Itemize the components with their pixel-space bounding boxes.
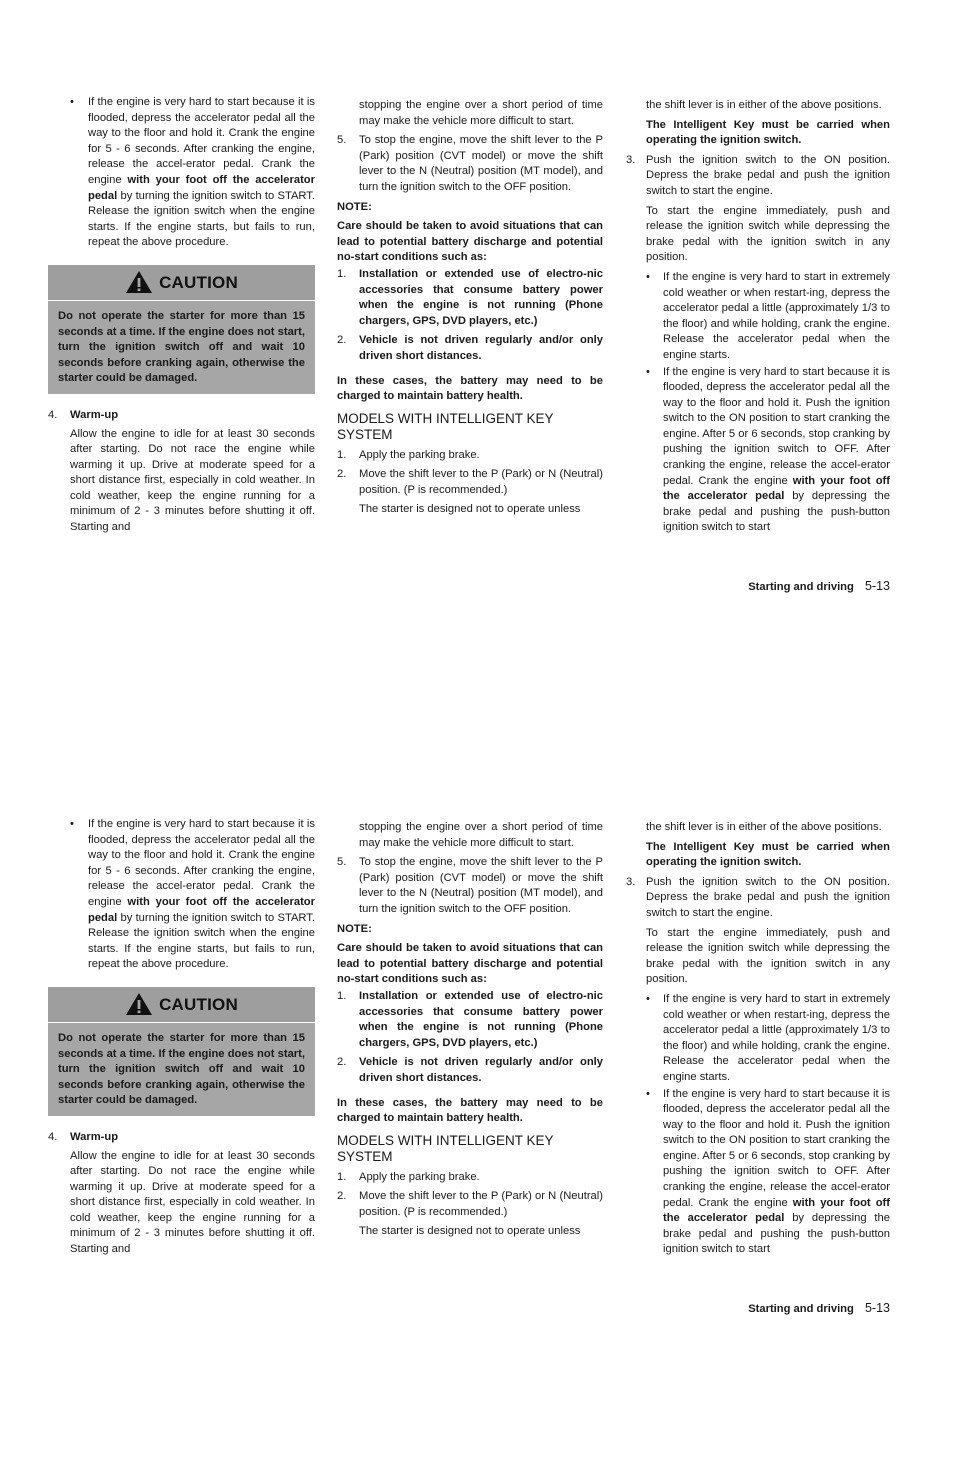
caution-title: CAUTION <box>159 994 238 1014</box>
continued-text: stopping the engine over a short period of time may make the vehicle more difficult to start. <box>359 99 603 127</box>
caution-text: Do not operate the starter for more than 15 seconds at a time. If the engine does not start, turn the ignition switch off and wait 10 seconds before cranking again, otherwise the starter could be damaged. <box>58 309 305 385</box>
column-left <box>48 95 315 540</box>
step-item: 1. Apply the parking brake. <box>337 1170 480 1183</box>
page-footer <box>748 1301 890 1315</box>
column-middle <box>337 98 603 522</box>
caution-header <box>48 265 315 301</box>
intelligent-key-note: The Intelligent Key must be carried when operating the ignition switch. <box>646 118 890 147</box>
warm-up-text: Allow the engine to idle for at least 30 seconds after starting. Do not race the engine while warming it up. Drive at moderate speed for a short distance first, especially in cold weather. In cold weather, keep the engine running for a minimum of 2 - 3 minutes before shutting it off. Starting and <box>70 1149 315 1256</box>
warm-up-text: Allow the engine to idle for at least 30 seconds after starting. Do not race the engine while warming it up. Drive at moderate speed for a short distance first, especially in cold weather. In cold weather, keep the engine running for a minimum of 2 - 3 minutes before shutting it off. Starting and <box>70 427 315 534</box>
note-outro: In these cases, the battery may need to be charged to maintain battery health. <box>337 1096 603 1125</box>
manual-page-top <box>0 95 954 745</box>
bullet-cold-weather: • If the engine is very hard to start in extremely cold weather or when restart-ing, depress the accelerator pedal a little (approximately 1/3 to the floor) and while holding, crank the engine. Release the accelerator pedal when the engine starts. <box>646 270 890 361</box>
step-item: 3. Push the ignition switch to the ON position. Depress the brake pedal and push the ignition switch to start the engine. <box>626 875 890 919</box>
item-warm-up: 4. Warm-up <box>48 1130 119 1143</box>
note-item: 2. Vehicle is not driven regularly and/or only driven short distances. <box>337 1056 603 1084</box>
bullet-flooded-engine: • If the engine is very hard to start because it is flooded, depress the accelerator pedal all the way to the floor and hold it. Crank the engine for 5 - 6 seconds. After cranking the engine, release the accel-erator pedal. Crank the engine with your foot off the accelerator pedal by turning the ignition switch to START. Release the ignition switch when the engine starts. If the engine starts, but fails to run, repeat the above procedure. <box>70 818 315 971</box>
note-item: 1. Installation or extended use of electro-nic accessories that consume battery power when the engine is not running (Phone chargers, GPS, DVD players, etc.) <box>337 267 603 327</box>
section-heading: MODELS WITH INTELLIGENT KEY SYSTEM <box>337 410 554 443</box>
note-intro: Care should be taken to avoid situations that can lead to potential battery discharge and potential no-start conditions such as: <box>337 942 603 986</box>
column-left <box>48 817 315 1262</box>
caution-header <box>48 987 315 1023</box>
page-number: 5-13 <box>864 1301 890 1315</box>
step-item: 1. Apply the parking brake. <box>337 448 480 461</box>
column-middle <box>337 820 603 1244</box>
item-stop-engine: 5. To stop the engine, move the shift lever to the P (Park) position (CVT model) or move the shift lever to the N (Neutral) position (MT model), and turn the ignition switch to the OFF position. <box>337 856 603 915</box>
note-outro: In these cases, the battery may need to be charged to maintain battery health. <box>337 374 603 403</box>
caution-text: Do not operate the starter for more than 15 seconds at a time. If the engine does not start, turn the ignition switch off and wait 10 seconds before cranking again, otherwise the starter could be damaged. <box>58 1031 305 1107</box>
step-continued: The starter is designed not to operate unless <box>359 503 581 516</box>
step-item: 2. Move the shift lever to the P (Park) or N (Neutral) position. (P is recommended.) <box>337 468 603 496</box>
bullet-flooded-engine: • If the engine is very hard to start because it is flooded, depress the accelerator pedal all the way to the floor and hold it. Push the ignition switch to the ON position to start cranking the engine. After 5 or 6 seconds, stop cranking by pushing the ignition switch to OFF. After cranking the engine, release the accel-erator pedal. Crank the engine with your foot off the accelerator pedal by depressing the brake pedal and pushing the push-button ignition switch to start <box>646 1087 890 1256</box>
manual-page-bottom <box>0 817 954 1467</box>
footer-section: Starting and driving <box>748 581 854 593</box>
footer-section: Starting and driving <box>748 1303 854 1315</box>
step-item: 2. Move the shift lever to the P (Park) or N (Neutral) position. (P is recommended.) <box>337 1190 603 1218</box>
item-stop-engine: 5. To stop the engine, move the shift lever to the P (Park) position (CVT model) or move the shift lever to the N (Neutral) position (MT model), and turn the ignition switch to the OFF position. <box>337 134 603 193</box>
step-continued: The starter is designed not to operate unless <box>359 1225 581 1238</box>
column-right <box>626 98 890 537</box>
note-label: NOTE: <box>337 200 372 213</box>
note-item: 1. Installation or extended use of electro-nic accessories that consume battery power when the engine is not running (Phone chargers, GPS, DVD players, etc.) <box>337 989 603 1049</box>
bullet-flooded-engine: • If the engine is very hard to start because it is flooded, depress the accelerator pedal all the way to the floor and hold it. Crank the engine for 5 - 6 seconds. After cranking the engine, release the accel-erator pedal. Crank the engine with your foot off the accelerator pedal by turning the ignition switch to START. Release the ignition switch when the engine starts. If the engine starts, but fails to run, repeat the above procedure. <box>70 96 315 249</box>
warning-triangle-icon <box>125 992 153 1016</box>
step3-paragraph: To start the engine immediately, push and release the ignition switch while depressing the brake pedal with the ignition switch in any position. <box>646 926 890 986</box>
step-item: 3. Push the ignition switch to the ON position. Depress the brake pedal and push the ignition switch to start the engine. <box>626 153 890 197</box>
continued-text: the shift lever is in either of the above positions. <box>646 821 882 833</box>
bullet-flooded-engine: • If the engine is very hard to start because it is flooded, depress the accelerator pedal all the way to the floor and hold it. Push the ignition switch to the ON position to start cranking the engine. After 5 or 6 seconds, stop cranking by pushing the ignition switch to OFF. After cranking the engine, release the accel-erator pedal. Crank the engine with your foot off the accelerator pedal by depressing the brake pedal and pushing the push-button ignition switch to start <box>646 365 890 534</box>
warning-triangle-icon <box>125 270 153 294</box>
caution-box <box>48 987 315 1116</box>
intelligent-key-note: The Intelligent Key must be carried when operating the ignition switch. <box>646 840 890 869</box>
caution-title: CAUTION <box>159 272 238 292</box>
continued-text: the shift lever is in either of the above positions. <box>646 99 882 111</box>
page-footer <box>748 579 890 593</box>
step3-paragraph: To start the engine immediately, push and release the ignition switch while depressing the brake pedal with the ignition switch in any position. <box>646 204 890 264</box>
bullet-cold-weather: • If the engine is very hard to start in extremely cold weather or when restart-ing, depress the accelerator pedal a little (approximately 1/3 to the floor) and while holding, crank the engine. Release the accelerator pedal when the engine starts. <box>646 992 890 1083</box>
bullet-dot: • <box>70 818 74 830</box>
column-right <box>626 820 890 1259</box>
note-item: 2. Vehicle is not driven regularly and/or only driven short distances. <box>337 334 603 362</box>
caution-box <box>48 265 315 394</box>
item-warm-up: 4. Warm-up <box>48 408 119 421</box>
note-intro: Care should be taken to avoid situations that can lead to potential battery discharge and potential no-start conditions such as: <box>337 220 603 264</box>
section-heading: MODELS WITH INTELLIGENT KEY SYSTEM <box>337 1132 554 1165</box>
continued-text: stopping the engine over a short period of time may make the vehicle more difficult to start. <box>359 821 603 849</box>
bullet-dot: • <box>70 96 74 108</box>
note-label: NOTE: <box>337 922 372 935</box>
page-number: 5-13 <box>864 579 890 593</box>
